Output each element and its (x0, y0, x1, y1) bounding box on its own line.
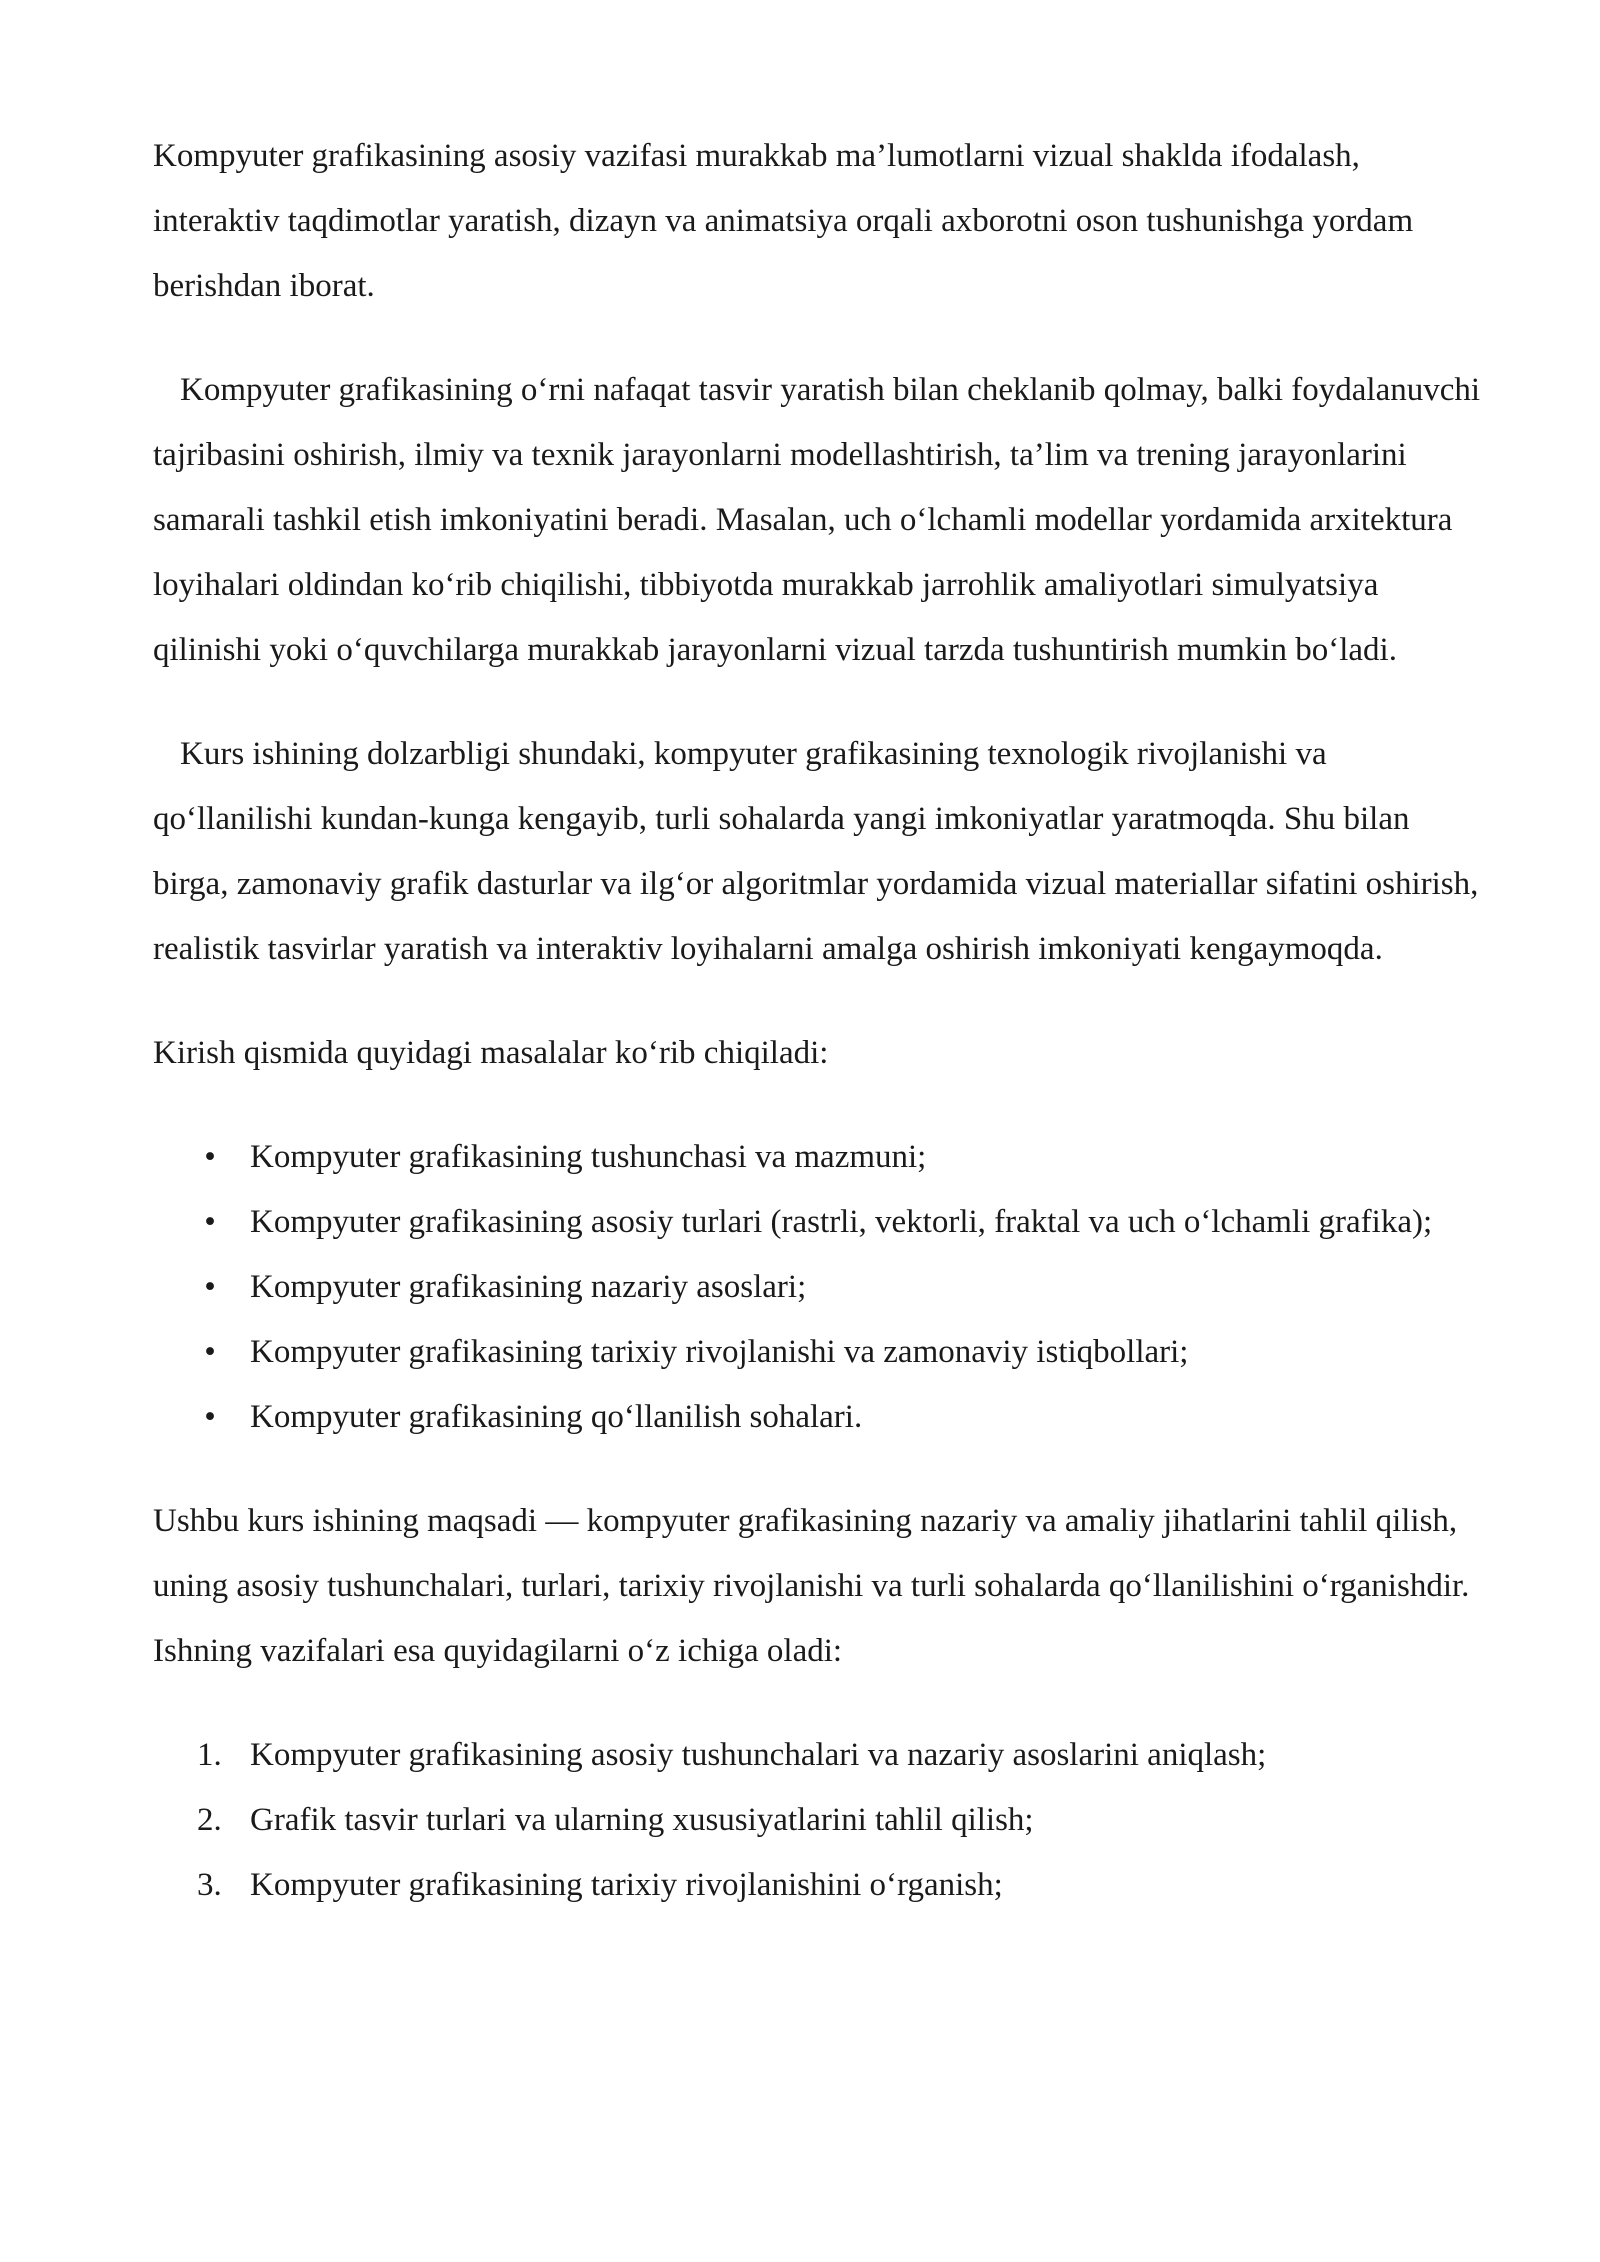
bullet-icon: • (204, 1334, 216, 1370)
bullet-icon: • (204, 1269, 216, 1305)
list-item-text: Kompyuter grafikasining tushunchasi va mazmuni; (250, 1139, 927, 1175)
paragraph-aim: Ushbu kurs ishining maqsadi — kompyuter grafikasining nazariy va amaliy jihatlarini tahlil qilish, uning asosiy tushunchalari, turlari, tarixiy rivojlanishi va turli sohalarda qo‘llanilishini o‘rganishdir. Ishning vazifalari esa quyidagilarni o‘z ichiga oladi: (153, 1503, 1470, 1669)
list-number: 2. (197, 1802, 222, 1838)
numbered-list (153, 1723, 1483, 1918)
list-item-text: Grafik tasvir turlari va ularning xususiyatlarini tahlil qilish; (250, 1802, 1034, 1838)
list-item (153, 1190, 1483, 1255)
list-number: 1. (197, 1737, 222, 1773)
list-number: 3. (197, 1867, 222, 1903)
bullet-icon: • (204, 1204, 216, 1240)
bullet-list (153, 1125, 1483, 1450)
paragraph-main-task: Kompyuter grafikasining asosiy vazifasi murakkab ma’lumotlarni vizual shaklda ifodalash, interaktiv taqdimotlar yaratish, dizayn va animatsiya orqali axborotni oson tushunishga yordam berishdan iborat. (153, 138, 1414, 304)
list-item-text: Kompyuter grafikasining qo‘llanilish sohalari. (250, 1399, 863, 1435)
list-item (153, 1320, 1483, 1385)
list-item-text: Kompyuter grafikasining tarixiy rivojlanishini o‘rganish; (250, 1867, 1003, 1903)
bullet-icon: • (204, 1399, 216, 1435)
list-item-text: Kompyuter grafikasining tarixiy rivojlanishi va zamonaviy istiqbollari; (250, 1334, 1189, 1370)
list-item-text: Kompyuter grafikasining asosiy tushunchalari va nazariy asoslarini aniqlash; (250, 1737, 1267, 1773)
paragraph-relevance: Kurs ishining dolzarbligi shundaki, kompyuter grafikasining texnologik rivojlanishi va qo‘llanilishi kundan-kunga kengayib, turli sohalarda yangi imkoniyatlar yaratmoqda. Shu bilan birga, zamonaviy grafik dasturlar va ilg‘or algoritmlar yordamida vizual materiallar sifatini oshirish, realistik tasvirlar yaratish va interaktiv loyihalarni amalga oshirish imkoniyati kengaymoqda. (153, 736, 1479, 967)
list-item (153, 1125, 1483, 1190)
bullet-icon: • (204, 1139, 216, 1175)
list-item (153, 1788, 1483, 1853)
list-item (153, 1255, 1483, 1320)
list-item (153, 1853, 1483, 1918)
list-item (153, 1723, 1483, 1788)
list-item-text: Kompyuter grafikasining nazariy asoslari; (250, 1269, 807, 1305)
paragraph-intro-issues: Kirish qismida quyidagi masalalar ko‘rib chiqiladi: (153, 1035, 829, 1071)
document-body (153, 124, 1483, 1957)
list-item (153, 1385, 1483, 1450)
paragraph-role: Kompyuter grafikasining o‘rni nafaqat tasvir yaratish bilan cheklanib qolmay, balki foydalanuvchi tajribasini oshirish, ilmiy va texnik jarayonlarni modellashtirish, ta’lim va trening jarayonlarini samarali tashkil etish imkoniyatini beradi. Masalan, uch o‘lchamli modellar yordamida arxitektura loyihalari oldindan ko‘rib chiqilishi, tibbiyotda murakkab jarrohlik amaliyotlari simulyatsiya qilinishi yoki o‘quvchilarga murakkab jarayonlarni vizual tarzda tushuntirish mumkin bo‘ladi. (153, 372, 1481, 668)
list-item-text: Kompyuter grafikasining asosiy turlari (rastrli, vektorli, fraktal va uch o‘lchamli grafika); (250, 1204, 1433, 1240)
